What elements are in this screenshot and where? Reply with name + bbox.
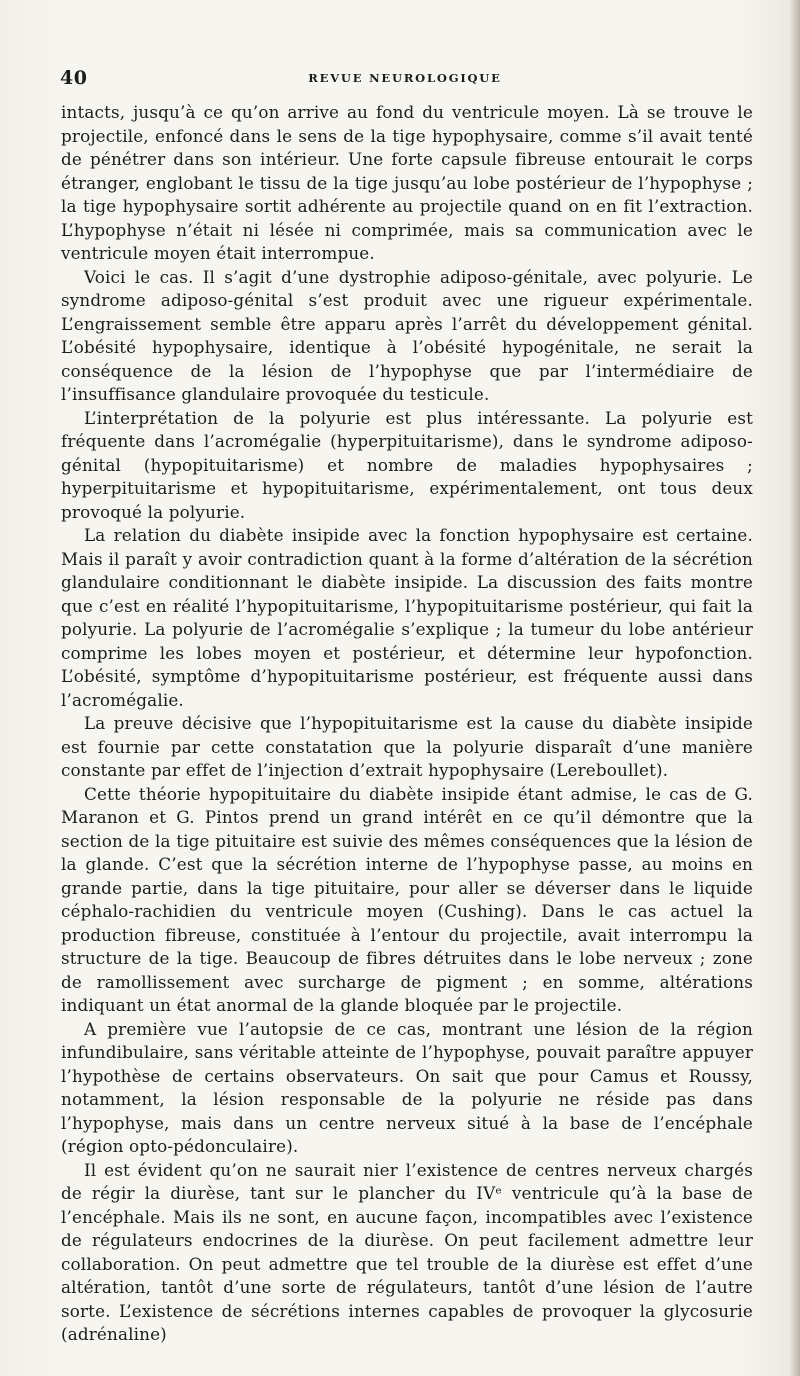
paragraph: Il est évident qu’on ne saurait nier l’existence de centres nerveux chargés de régir la diurèse, tant sur le plancher du IVᵉ ventricule qu’à la base de l’encéphale. Mais ils ne sont, en aucune façon, incompatibles avec l’existence de régulateurs endocrines de la diurèse. On peut facilement admettre leur collaboration. On peut admettre que tel trouble de la diurèse est effet d’une altération, tantôt d’une sorte de régulateurs, tantôt d’une lésion de l’autre sorte. L’existence de sécrétions internes capables de provoquer la glycosurie (adrénaline)	[61, 1159, 753, 1344]
running-title: REVUE NEUROLOGIQUE	[308, 71, 502, 85]
paragraph: La relation du diabète insipide avec la fonction hypophysaire est certaine. Mais il paraît y avoir contradiction quant à la forme d’altération de la sécrétion glandulaire conditionnant le diabète insipide. La discussion des faits montre que c’est en réalité l’hypopituitarisme, l’hypopituitarisme postérieur, qui fait la polyurie. La polyurie de l’acromégalie s’explique ; la tumeur du lobe antérieur comprime les lobes moyen et postérieur, et détermine leur hypofonction. L’obésité, symptôme d’hypopituitarisme postérieur, est fréquente aussi dans l’acromégalie.	[61, 525, 753, 710]
paragraph: Voici le cas. Il s’agit d’une dystrophie adiposo-génitale, avec polyurie. Le syndrome adiposo-génital s’est produit avec une rigueur expérimentale. L’engraissement semble être apparu après l’arrêt du développement génital. L’obésité hypophysaire, identique à l’obésité hypogénitale, ne serait la conséquence de la lésion de l’hypophyse que par l’intermédiaire de l’insuffisance glandulaire provoquée du testicule.	[61, 266, 753, 404]
article-body	[61, 101, 753, 1344]
page-edge-shadow	[790, 0, 800, 1376]
page-number: 40	[60, 67, 88, 89]
paragraph: L’interprétation de la polyurie est plus intéressante. La polyurie est fréquente dans l’acromégalie (hyperpituitarisme), dans le syndrome adiposo-génital (hypopituitarisme) et nombre de maladies hypophysaires ; hyperpituitarisme et hypopituitarisme, expérimentalement, ont tous deux provoqué la polyurie.	[61, 407, 753, 522]
paragraph: La preuve décisive que l’hypopituitarisme est la cause du diabète insipide est fournie par cette constatation que la polyurie disparaît d’une manière constante par effet de l’injection d’extrait hypophysaire (Lereboullet).	[61, 713, 753, 780]
paragraph: A première vue l’autopsie de ce cas, montrant une lésion de la région infundibulaire, sans véritable atteinte de l’hypophyse, pouvait paraître appuyer l’hypothèse de certains observateurs. On sait que pour Camus et Roussy, notamment, la lésion responsable de la polyurie ne réside pas dans l’hypophyse, mais dans un centre nerveux situé à la base de l’encéphale (région opto-pédonculaire).	[61, 1018, 753, 1156]
paragraph: Cette théorie hypopituitaire du diabète insipide étant admise, le cas de G. Maranon et G. Pintos prend un grand intérêt en ce qu’il démontre que la section de la tige pituitaire est suivie des mêmes conséquences que la lésion de la glande. C’est que la sécrétion interne de l’hypophyse passe, au moins en grande partie, dans la tige pituitaire, pour aller se déverser dans le liquide céphalo-rachidien du ventricule moyen (Cushing). Dans le cas actuel la production fibreuse, constituée à l’entour du projectile, avait interrompu la structure de la tige. Beaucoup de fibres détruites dans le lobe nerveux ; zone de ramollissement avec surcharge de pigment ; en somme, altérations indiquant un état anormal de la glande bloquée par le projectile.	[61, 783, 753, 1015]
page-header	[60, 60, 750, 96]
paragraph: intacts, jusqu’à ce qu’on arrive au fond du ventricule moyen. Là se trouve le projectile, enfoncé dans le sens de la tige hypophysaire, comme s’il avait tenté de pénétrer dans son intérieur. Une forte capsule fibreuse entourait le corps étranger, englobant le tissu de la tige jusqu’au lobe postérieur de l’hypophyse ; la tige hypophysaire sortit adhérente au projectile quand on en fit l’extraction. L’hypophyse n’était ni lésée ni comprimée, mais sa communication avec le ventricule moyen était interrompue.	[61, 102, 753, 263]
